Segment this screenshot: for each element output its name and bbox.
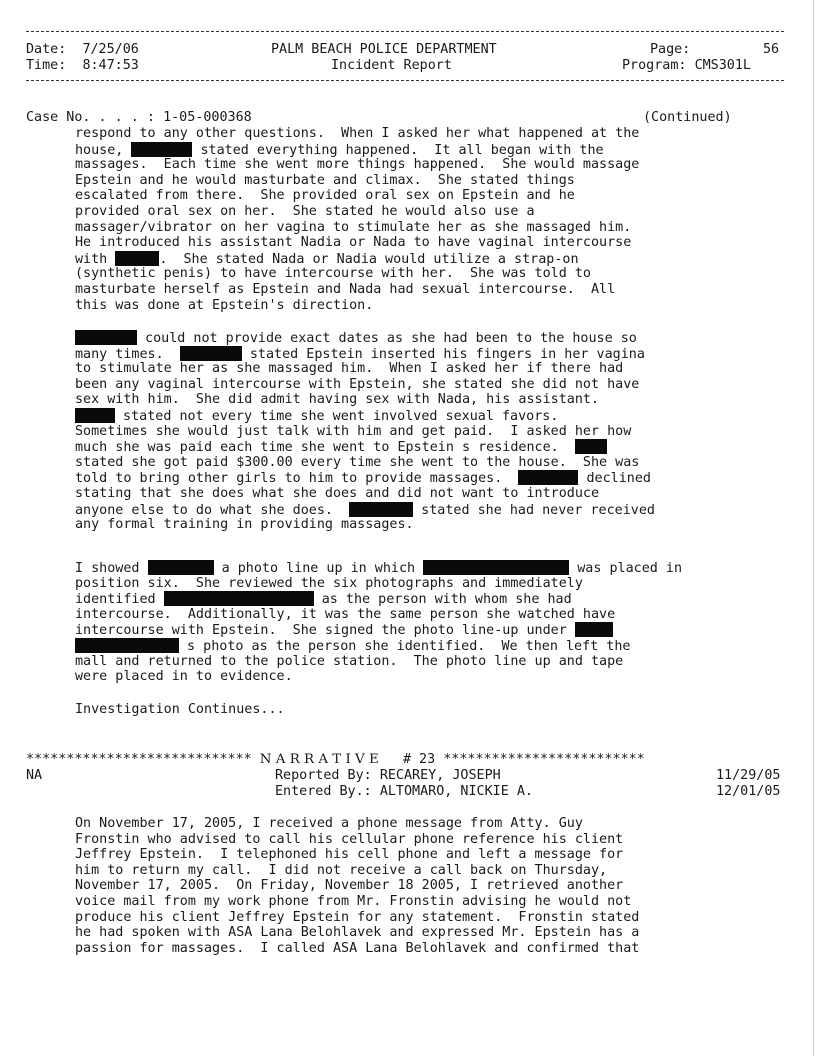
- text-segment: he had spoken with ASA Lana Belohlavek and expressed Mr. Epstein has a: [75, 925, 640, 941]
- text-segment: told to bring other girls to him to provide massages.: [75, 471, 519, 487]
- text-segment: (synthetic penis) to have intercourse with her. She was told to: [75, 266, 591, 282]
- continued-label: (Continued): [643, 110, 732, 125]
- narrative-banner: [26, 752, 645, 768]
- redaction-block: [180, 346, 242, 361]
- text-segment: any formal training in providing massages.: [75, 517, 414, 533]
- redaction-block: [164, 591, 314, 606]
- text-line: [75, 607, 765, 623]
- text-segment: house,: [75, 142, 132, 158]
- text-line: [75, 910, 765, 926]
- report-type: Incident Report: [331, 58, 452, 73]
- redaction-block: [349, 502, 413, 517]
- redaction-block: [75, 330, 137, 345]
- header-top-rule: [26, 31, 784, 32]
- narrative-number: # 23: [402, 752, 436, 767]
- text-segment: with: [75, 251, 116, 267]
- text-segment: massager/vibrator on her vagina to stimulate her as she massaged him.: [75, 219, 632, 235]
- text-line: [75, 832, 765, 848]
- date-label: Date:: [26, 42, 67, 57]
- text-segment: On November 17, 2005, I received a phone message from Atty. Guy: [75, 816, 583, 831]
- text-segment: much she was paid each time she went to Epstein s residence.: [75, 440, 575, 456]
- narrative-code: NA: [26, 768, 43, 783]
- text-segment: stated she had never received: [413, 502, 655, 518]
- date-value: 7/25/06: [82, 42, 139, 57]
- text-line: [75, 346, 765, 362]
- text-segment: respond to any other questions. When I asked her what happened at the: [75, 126, 640, 141]
- text-line: [75, 204, 765, 220]
- text-line: [75, 847, 765, 863]
- redaction-block: [575, 622, 613, 637]
- text-segment: this was done at Epstein's direction.: [75, 297, 374, 313]
- text-line: [75, 576, 765, 592]
- paragraph-3: [75, 560, 765, 685]
- redaction-block: [423, 560, 569, 575]
- text-line: [75, 298, 765, 314]
- text-line: [75, 235, 765, 251]
- text-line: [75, 894, 765, 910]
- text-segment: Sometimes she would just talk with him and get paid. I asked her how: [75, 423, 632, 439]
- text-line: [75, 638, 765, 654]
- text-line: [75, 455, 765, 471]
- text-line: [75, 816, 765, 832]
- text-line: [75, 408, 765, 424]
- text-segment: sex with him. She did admit having sex with Nada, his assistant.: [75, 392, 600, 408]
- text-line: [75, 517, 765, 533]
- text-segment: to stimulate her as she massaged him. When I asked her if there had: [75, 361, 624, 377]
- text-line: [75, 282, 765, 298]
- paragraph-4: [75, 816, 765, 956]
- text-line: [75, 157, 765, 173]
- case-number: 1-05-000368: [163, 110, 252, 125]
- time-line: [26, 58, 139, 74]
- investigation-continues: Investigation Continues...: [75, 702, 285, 717]
- text-segment: could not provide exact dates as she had been to the house so: [137, 331, 637, 346]
- text-line: [75, 591, 765, 607]
- text-line: [75, 941, 765, 957]
- text-line: [75, 439, 765, 455]
- entered-by-line: [275, 784, 533, 800]
- paragraph-2: [75, 330, 765, 533]
- text-segment: Epstein and he would masturbate and climax. She stated things: [75, 172, 575, 188]
- reported-date: 11/29/05: [716, 768, 781, 783]
- text-line: [75, 669, 765, 685]
- paragraph-1: [75, 126, 765, 313]
- text-line: [75, 502, 765, 518]
- text-line: [75, 251, 765, 267]
- department-name: PALM BEACH POLICE DEPARTMENT: [271, 42, 497, 57]
- text-segment: stating that she does what she does and did not want to introduce: [75, 485, 600, 501]
- entered-by-name: ALTOMARO, NICKIE A.: [379, 784, 533, 799]
- text-segment: . She stated Nada or Nadia would utilize a strap-on: [159, 251, 579, 267]
- text-segment: Fronstin who advised to call his cellular phone reference his client: [75, 831, 624, 847]
- redaction-block: [115, 251, 159, 266]
- text-segment: was placed in: [569, 561, 683, 576]
- text-segment: Jeffrey Epstein. I telephoned his cell phone and left a message for: [75, 847, 624, 863]
- redaction-block: [131, 142, 192, 157]
- time-label: Time:: [26, 58, 67, 73]
- redaction-block: [75, 408, 115, 423]
- text-line: [75, 560, 765, 576]
- text-line: [75, 470, 765, 486]
- text-segment: provided oral sex on her. She stated he would also use a: [75, 203, 535, 219]
- program-label: Program:: [622, 58, 687, 73]
- text-line: [75, 377, 765, 393]
- time-value: 8:47:53: [82, 58, 139, 73]
- case-number-line: [26, 110, 252, 126]
- text-segment: a photo line up in which: [213, 561, 424, 576]
- text-segment: mall and returned to the police station. The photo line up and tape: [75, 653, 624, 669]
- text-line: [75, 126, 765, 142]
- text-segment: stated everything happened. It all began with the: [192, 142, 604, 158]
- text-segment: masturbate herself as Epstein and Nada had sexual intercourse. All: [75, 281, 616, 297]
- text-segment: intercourse with Epstein. She signed the photo line-up under: [75, 623, 575, 639]
- text-segment: stated not every time she went involved sexual favors.: [115, 408, 559, 424]
- redaction-block: [575, 439, 607, 454]
- text-segment: intercourse. Additionally, it was the same person she watched have: [75, 606, 616, 622]
- header-bottom-rule: [26, 80, 784, 81]
- page-edge: [813, 0, 814, 1056]
- text-line: [75, 863, 765, 879]
- case-label: Case No. . . . :: [26, 110, 155, 125]
- reported-by-line: [275, 768, 501, 784]
- reported-by-name: RECAREY, JOSEPH: [379, 768, 501, 783]
- text-line: [75, 142, 765, 158]
- text-line: [75, 878, 765, 894]
- page-number: 56: [763, 42, 780, 57]
- text-segment: stated she got paid $300.00 every time she went to the house. She was: [75, 454, 640, 470]
- text-line: [75, 654, 765, 670]
- reported-by-label: Reported By:: [275, 768, 372, 783]
- text-segment: as the person with whom she had: [313, 592, 572, 608]
- text-line: [75, 173, 765, 189]
- text-segment: produce his client Jeffrey Epstein for any statement. Fronstin stated: [75, 909, 640, 925]
- narrative-stars-left: ****************************: [26, 752, 252, 767]
- text-segment: him to return my call. I did not receive a call back on Thursday,: [75, 862, 608, 878]
- entered-date: 12/01/05: [716, 784, 781, 799]
- date-line: [26, 42, 139, 58]
- text-line: [75, 925, 765, 941]
- text-line: [75, 486, 765, 502]
- text-segment: voice mail from my work phone from Mr. Fronstin advising he would not: [75, 893, 632, 909]
- text-segment: were placed in to evidence.: [75, 669, 293, 685]
- text-segment: s photo as the person she identified. We then left the: [179, 638, 631, 654]
- text-segment: passion for massages. I called ASA Lana Belohlavek and confirmed that: [75, 940, 640, 956]
- text-segment: massages. Each time she went more things happened. She would massage: [75, 157, 640, 173]
- text-line: [75, 622, 765, 638]
- redaction-block: [518, 470, 578, 485]
- text-line: [75, 220, 765, 236]
- entered-by-label: Entered By.:: [275, 784, 372, 799]
- text-segment: many times.: [75, 346, 180, 362]
- text-line: [75, 392, 765, 408]
- text-segment: been any vaginal intercourse with Epstein, she stated she did not have: [75, 376, 640, 392]
- narrative-title: N A R R A T I V E: [259, 752, 379, 767]
- text-segment: stated Epstein inserted his fingers in her vagina: [241, 346, 645, 362]
- text-segment: November 17, 2005. On Friday, November 18 2005, I retrieved another: [75, 878, 624, 894]
- program-line: [622, 58, 751, 74]
- text-line: [75, 361, 765, 377]
- text-segment: escalated from there. She provided oral sex on Epstein and he: [75, 188, 575, 204]
- text-line: [75, 330, 765, 346]
- page-label: Page:: [650, 42, 691, 57]
- text-segment: identified: [75, 592, 164, 608]
- text-segment: anyone else to do what she does.: [75, 502, 350, 518]
- text-line: [75, 266, 765, 282]
- text-segment: I showed: [75, 561, 148, 576]
- narrative-stars-right: *************************: [443, 752, 645, 767]
- text-segment: He introduced his assistant Nadia or Nada to have vaginal intercourse: [75, 235, 632, 251]
- program-value: CMS301L: [694, 58, 751, 73]
- text-segment: position six. She reviewed the six photographs and immediately: [75, 575, 583, 591]
- text-line: [75, 424, 765, 440]
- redaction-block: [148, 560, 214, 575]
- redaction-block: [75, 638, 179, 653]
- text-segment: declined: [578, 471, 651, 487]
- text-line: [75, 188, 765, 204]
